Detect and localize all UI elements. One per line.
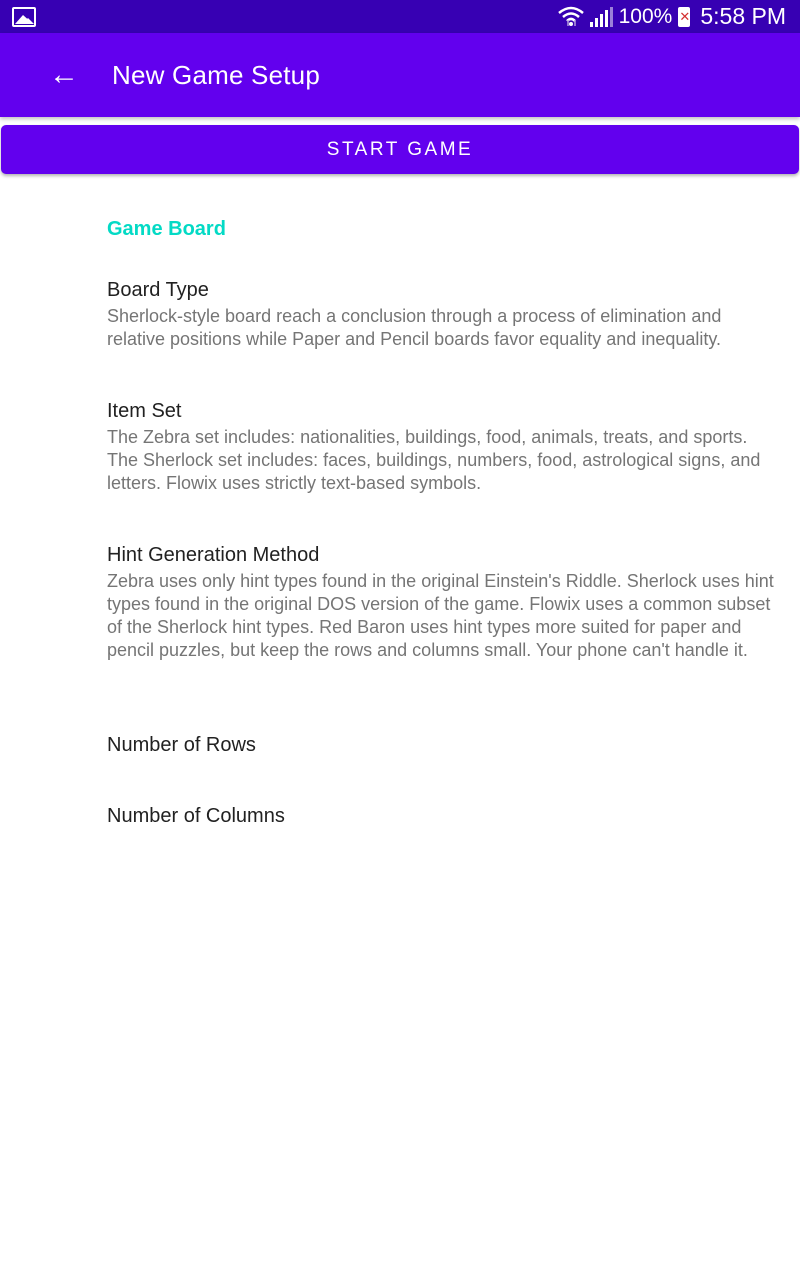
pref-number-of-rows[interactable] xyxy=(107,732,777,758)
pref-title: Hint Generation Method xyxy=(107,544,320,566)
pref-title: Board Type xyxy=(107,279,209,301)
pref-board-type[interactable] xyxy=(107,277,777,351)
pref-title: Item Set xyxy=(107,400,182,422)
category-game-board: Game Board xyxy=(107,218,226,240)
start-game-button[interactable]: START GAME xyxy=(1,125,799,174)
wifi-icon xyxy=(558,6,584,28)
pref-summary: The Zebra set includes: nationalities, buildings, food, animals, treats, and sports. The Sherlock set includes: faces, buildings, numbers, food, astrological signs, and letters. Flowix uses strictly text-based symbols. xyxy=(107,427,761,493)
signal-icon xyxy=(590,7,613,27)
pref-title: Number of Columns xyxy=(107,805,285,827)
battery-percent: 100% xyxy=(618,4,673,28)
status-time: 5:58 PM xyxy=(700,3,786,29)
pref-summary: Zebra uses only hint types found in the original Einstein's Riddle. Sherlock uses hint types found in the original DOS version of the game. Flowix uses a common subset of the Sherlock hint types. Red Baron uses hint types more suited for paper and pencil puzzles, but keep the rows and columns small. Your phone can't handle it. xyxy=(107,571,774,660)
back-button[interactable] xyxy=(36,47,92,103)
pref-number-of-columns[interactable] xyxy=(107,803,777,829)
pref-summary: Sherlock-style board reach a conclusion through a process of elimination and relative positions while Paper and Pencil boards favor equality and inequality. xyxy=(107,306,722,349)
pref-title: Number of Rows xyxy=(107,734,256,756)
arrow-left-icon: ← xyxy=(49,58,79,91)
status-bar xyxy=(0,0,800,33)
gallery-icon xyxy=(12,7,36,27)
pref-hint-generation-method[interactable] xyxy=(107,542,777,662)
battery-icon xyxy=(678,7,690,27)
pref-item-set[interactable] xyxy=(107,398,777,495)
app-bar xyxy=(0,33,800,117)
page-title: New Game Setup xyxy=(112,59,321,90)
